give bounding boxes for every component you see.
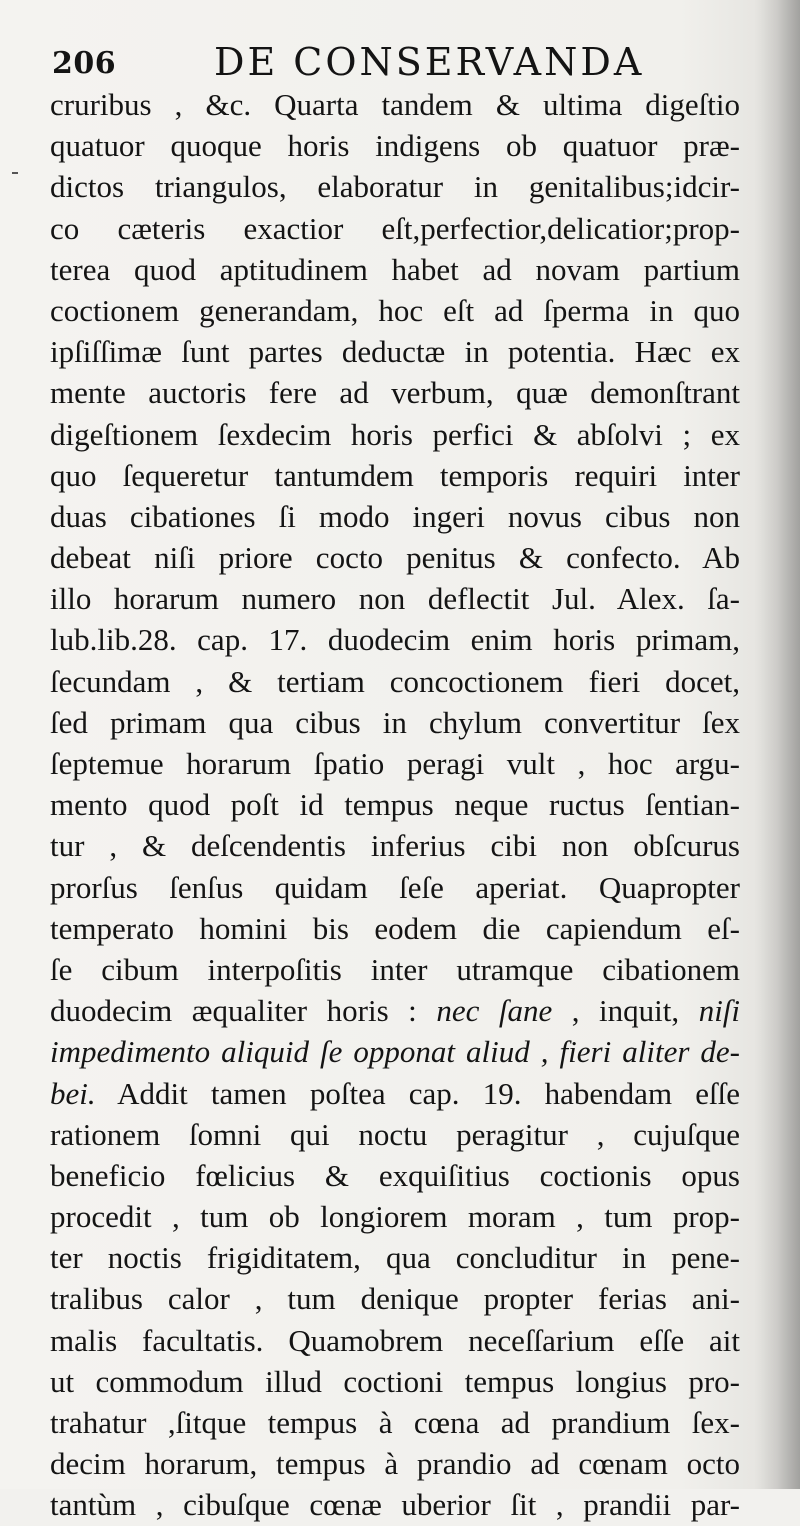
text-line: ter noctis frigiditatem, qua concluditur in pene- [50, 1240, 740, 1276]
text-line: debeat niſi priore cocto penitus & confecto. Ab [50, 540, 740, 576]
margin-tick-mark [12, 172, 18, 174]
text-line: dictos triangulos, elaboratur in genitalibus;idcir- [50, 169, 740, 205]
text-line: ſecundam , & tertiam concoctionem fieri docet, [50, 663, 740, 699]
text-line: tralibus calor , tum denique propter ferias ani- [50, 1281, 740, 1317]
page-number: 206 [52, 46, 117, 81]
text-line: ſeptemue horarum ſpatio peragi vult , hoc argu- [50, 746, 740, 781]
text-line: quo ſequeretur tantumdem temporis requiri inter [50, 457, 740, 493]
text-line: prorſus ſenſus quidam ſeſe aperiat. Quapropter [50, 869, 740, 905]
text-roman: , inquit, [571, 993, 680, 1029]
text-line: tur , & deſcendentis inferius cibi non obſcurus [50, 828, 740, 864]
text-line: ut commodum illud coctioni tempus longius pro- [50, 1363, 740, 1399]
text-line: tantùm , cibuſque cœnæ uberior ſit , prandii par- [50, 1487, 740, 1523]
text-line: procedit , tum ob longiorem moram , tum prop- [50, 1199, 740, 1235]
text-line: digeſtionem ſexdecim horis perfici & abſolvi ; ex [50, 416, 740, 452]
text-line: quatuor quoque horis indigens ob quatuor præ- [50, 128, 740, 164]
text-line: mente auctoris fere ad verbum, quæ demonſtrant [50, 375, 740, 411]
text-line: duas cibationes ſi modo ingeri novus cibus non [50, 498, 740, 534]
text-line: malis facultatis. Quamobrem neceſſarium eſſe ait [50, 1322, 740, 1358]
running-title: DE CONSERVANDA [214, 40, 645, 84]
text-line: cruribus , &c. Quarta tandem & ultima digeſtio [50, 87, 740, 122]
text-italic: niſi [698, 993, 741, 1029]
text-roman: duodecim æqualiter horis : [50, 993, 417, 1029]
text-line: ſe cibum interpoſitis inter utramque cibationem [50, 951, 740, 987]
text-line: temperato homini bis eodem die capiendum eſ- [50, 910, 740, 946]
text-italic: bei. [50, 1075, 96, 1111]
text-line: rationem ſomni qui noctu peragitur , cujuſque [50, 1116, 740, 1152]
text-line-mixed [50, 990, 740, 1031]
text-line: lub.lib.28. cap. 17. duodecim enim horis primam, [50, 622, 740, 658]
text-line: mento quod poſt id tempus neque ructus ſentian- [50, 787, 740, 823]
text-roman: Addit tamen poſtea cap. 19. habendam eſſe [117, 1075, 740, 1111]
page-edge-shadow [754, 0, 800, 1489]
text-line: coctionem generandam, hoc eſt ad ſperma in quo [50, 292, 740, 328]
text-line-italic: impedimento aliquid ſe opponat aliud , fieri aliter de- [50, 1034, 740, 1070]
text-line: co cæteris exactior eſt,perfectior,delicatior;prop- [50, 210, 740, 246]
text-line: illo horarum numero non deflectit Jul. Alex. ſa- [50, 581, 740, 617]
text-italic: nec ſane [436, 993, 553, 1029]
text-line: beneficio fœlicius & exquiſitius coctionis opus [50, 1157, 740, 1193]
text-line: trahatur ,ſitque tempus à cœna ad prandium ſex- [50, 1405, 740, 1440]
text-line: decim horarum, tempus à prandio ad cœnam octo [50, 1446, 740, 1482]
text-line-mixed [50, 1073, 740, 1114]
body-text [50, 84, 740, 1526]
text-line: ipſiſſimæ ſunt partes deductæ in potentia. Hæc ex [50, 334, 740, 370]
text-line: terea quod aptitudinem habet ad novam partium [50, 251, 740, 287]
text-line: ſed primam qua cibus in chylum convertitur ſex [50, 704, 740, 740]
page-header [50, 40, 750, 84]
